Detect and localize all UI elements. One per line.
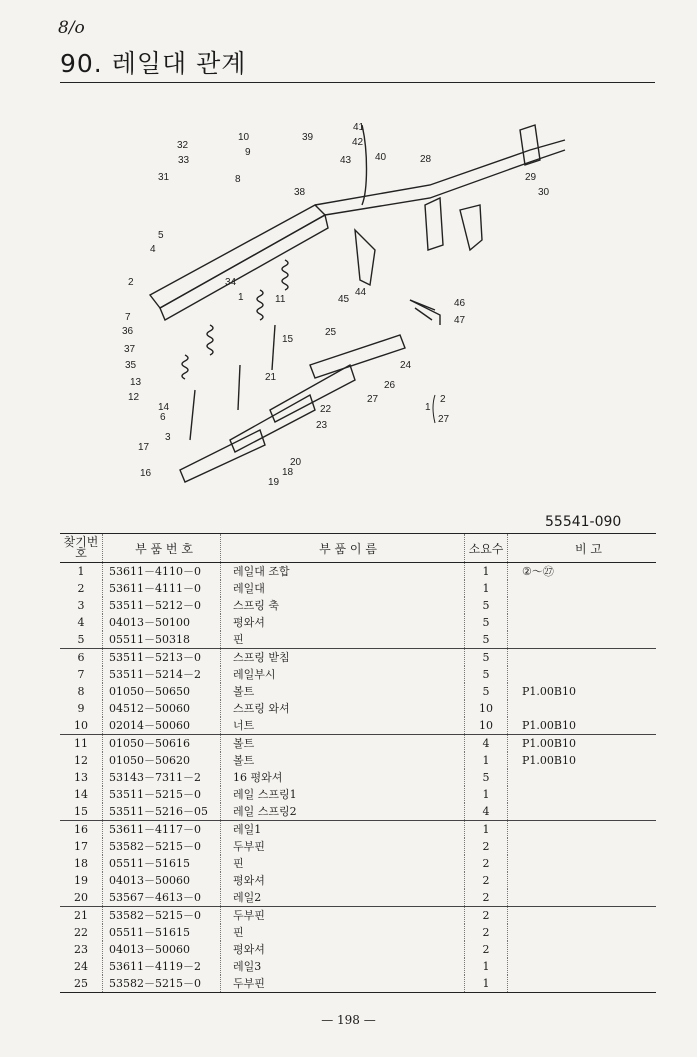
cell-no: 2 <box>77 582 85 595</box>
cell-quantity: 5 <box>465 649 508 667</box>
cell-quantity: 4 <box>465 735 508 753</box>
cell-no: 17 <box>74 840 88 853</box>
cell-quantity: 2 <box>465 941 508 958</box>
cell-no: 3 <box>77 599 85 612</box>
exploded-parts-diagram <box>110 110 590 500</box>
cell-quantity: 5 <box>465 683 508 700</box>
cell-part-name: 두부핀 <box>221 975 465 993</box>
cell-part-number: 04013－50100 <box>103 614 221 631</box>
cell-no: 19 <box>74 874 88 887</box>
callout-7: 7 <box>125 312 131 323</box>
cell-quantity: 1 <box>465 958 508 975</box>
cell-quantity: 1 <box>465 975 508 993</box>
cell-remark <box>508 580 657 597</box>
header-no: 찾기번호 <box>60 534 103 563</box>
cell-quantity: 5 <box>465 769 508 786</box>
cell-remark: P1.00B10 <box>508 735 657 753</box>
table-row <box>60 889 656 907</box>
spring-shaft-a <box>190 390 195 440</box>
callout-16: 16 <box>140 468 152 479</box>
cell-part-number: 53582－5215－0 <box>103 975 221 993</box>
cell-part-number: 01050－50620 <box>103 752 221 769</box>
cell-quantity: 2 <box>465 889 508 907</box>
cell-part-name: 레일대 <box>221 580 465 597</box>
cell-remark <box>508 924 657 941</box>
cell-no: 22 <box>74 926 88 939</box>
cell-no: 20 <box>74 891 88 904</box>
table-row <box>60 580 656 597</box>
cell-remark: P1.00B10 <box>508 683 657 700</box>
cell-part-number: 53143－7311－2 <box>103 769 221 786</box>
cell-quantity: 2 <box>465 924 508 941</box>
table-row <box>60 975 656 993</box>
cell-part-number: 02014－50060 <box>103 717 221 735</box>
table-row <box>60 700 656 717</box>
table-row <box>60 752 656 769</box>
callout-31: 31 <box>158 172 170 183</box>
parts-table-body <box>60 563 656 993</box>
callout-11: 11 <box>275 294 286 305</box>
range-note-start: 2 <box>440 394 446 405</box>
callout-19: 19 <box>268 477 280 488</box>
figure-code: 55541-090 <box>545 514 622 530</box>
cell-part-number: 05511－50318 <box>103 631 221 649</box>
cell-part-number: 05511－51615 <box>103 924 221 941</box>
header-quantity: 소요수 <box>465 534 508 563</box>
diagram-drawing <box>150 125 565 482</box>
callout-2: 2 <box>128 277 134 288</box>
cell-remark <box>508 941 657 958</box>
cell-remark: ②～㉗ <box>508 563 657 581</box>
cell-quantity: 5 <box>465 666 508 683</box>
cell-quantity: 1 <box>465 786 508 803</box>
callout-1: 1 <box>238 292 244 303</box>
cell-quantity: 2 <box>465 855 508 872</box>
cell-part-name: 스프링 축 <box>221 597 465 614</box>
spring-d <box>182 355 188 379</box>
table-row <box>60 683 656 700</box>
callout-layer <box>122 122 550 488</box>
cell-part-name: 16 평와셔 <box>221 769 465 786</box>
callout-4: 4 <box>150 244 156 255</box>
callout-46: 46 <box>454 298 466 309</box>
cell-part-number: 01050－50650 <box>103 683 221 700</box>
callout-15: 15 <box>282 334 294 345</box>
callout-42: 42 <box>352 137 364 148</box>
cell-no: 12 <box>74 754 88 767</box>
cell-part-name: 평와셔 <box>221 941 465 958</box>
callout-35: 35 <box>125 360 137 371</box>
range-note <box>425 394 450 425</box>
callout-9: 9 <box>245 147 251 158</box>
cell-part-name: 볼트 <box>221 752 465 769</box>
table-row <box>60 563 656 581</box>
callout-30: 30 <box>538 187 550 198</box>
callout-17: 17 <box>138 442 150 453</box>
callout-26: 26 <box>384 380 396 391</box>
cell-no: 25 <box>60 975 103 993</box>
cell-remark <box>508 597 657 614</box>
header-remark: 비 고 <box>508 534 657 563</box>
callout-38: 38 <box>294 187 306 198</box>
cell-quantity: 10 <box>465 700 508 717</box>
table-row <box>60 958 656 975</box>
cell-part-number: 53582－5215－0 <box>103 838 221 855</box>
cell-remark <box>508 700 657 717</box>
spring-a <box>207 325 213 355</box>
table-row <box>60 872 656 889</box>
cell-no: 6 <box>60 649 103 667</box>
cell-no: 8 <box>77 685 85 698</box>
cell-part-number: 04013－50060 <box>103 941 221 958</box>
cell-part-name: 스프링 와셔 <box>221 700 465 717</box>
table-row <box>60 735 656 753</box>
rail-1 <box>180 430 265 482</box>
cell-part-number: 53582－5215－0 <box>103 907 221 925</box>
cell-no: 24 <box>74 960 88 973</box>
cell-part-number: 05511－51615 <box>103 855 221 872</box>
cell-part-name: 핀 <box>221 924 465 941</box>
spring-shaft-c <box>272 325 275 370</box>
cell-remark <box>508 889 657 907</box>
cell-remark: P1.00B10 <box>508 752 657 769</box>
callout-20: 20 <box>290 457 302 468</box>
callout-27: 27 <box>367 394 379 405</box>
callout-14: 14 <box>158 402 170 413</box>
cell-part-number: 04013－50060 <box>103 872 221 889</box>
cell-no: 16 <box>60 821 103 839</box>
parts-table <box>60 533 656 993</box>
callout-5: 5 <box>158 230 164 241</box>
cell-part-name: 레일3 <box>221 958 465 975</box>
callout-12: 12 <box>128 392 140 403</box>
cell-no: 15 <box>74 805 88 818</box>
cell-quantity: 4 <box>465 803 508 821</box>
cell-quantity: 10 <box>465 717 508 735</box>
header-part-number: 부 품 번 호 <box>103 534 221 563</box>
callout-18: 18 <box>282 467 294 478</box>
table-row <box>60 821 656 839</box>
cell-remark <box>508 838 657 855</box>
rail-3 <box>310 335 405 378</box>
cell-part-name: 볼트 <box>221 683 465 700</box>
handwritten-page-mark: 8/o <box>58 18 85 38</box>
callout-47: 47 <box>454 315 466 326</box>
table-row <box>60 666 656 683</box>
callout-29: 29 <box>525 172 537 183</box>
cell-remark <box>508 786 657 803</box>
callout-21: 21 <box>265 372 277 383</box>
cell-part-number: 53511－5215－0 <box>103 786 221 803</box>
cell-no: 23 <box>74 943 88 956</box>
cell-part-number: 04512－50060 <box>103 700 221 717</box>
cell-remark <box>508 769 657 786</box>
header-part-name: 부 품 이 름 <box>221 534 465 563</box>
table-row <box>60 941 656 958</box>
cell-no: 4 <box>77 616 85 629</box>
cell-remark <box>508 803 657 821</box>
cell-quantity: 5 <box>465 631 508 649</box>
cell-part-name: 평와셔 <box>221 872 465 889</box>
cell-part-number: 53611－4111－0 <box>103 580 221 597</box>
cell-part-number: 53611－4110－0 <box>103 563 221 581</box>
cell-part-name: 스프링 받침 <box>221 649 465 667</box>
cell-part-name: 두부핀 <box>221 907 465 925</box>
range-note-main: 1 <box>425 402 431 413</box>
table-row <box>60 614 656 631</box>
cell-part-number: 01050－50616 <box>103 735 221 753</box>
page-title: 90. 레일대 관계 <box>60 49 247 78</box>
cell-part-number: 53511－5216－05 <box>103 803 221 821</box>
cell-quantity: 2 <box>465 838 508 855</box>
cell-quantity: 1 <box>465 821 508 839</box>
callout-8: 8 <box>235 174 241 185</box>
cell-part-name: 레일2 <box>221 889 465 907</box>
page-footer: — 198 — <box>321 1013 376 1027</box>
cell-part-name: 핀 <box>221 855 465 872</box>
cell-part-name: 핀 <box>221 631 465 649</box>
callout-33: 33 <box>178 155 190 166</box>
table-row <box>60 769 656 786</box>
table-row <box>60 649 656 667</box>
arm-bracket <box>460 205 482 250</box>
callout-23: 23 <box>316 420 328 431</box>
spring-b <box>257 290 263 320</box>
cell-no: 21 <box>60 907 103 925</box>
cell-no: 1 <box>77 565 85 578</box>
cell-remark <box>508 907 657 925</box>
title-rule <box>60 82 655 83</box>
table-row <box>60 803 656 821</box>
cell-remark <box>508 614 657 631</box>
cell-no: 13 <box>74 771 88 784</box>
cell-part-number: 53611－4117－0 <box>103 821 221 839</box>
cell-no: 11 <box>60 735 103 753</box>
cell-remark <box>508 855 657 872</box>
cell-no: 10 <box>74 719 88 732</box>
cell-part-number: 53567－4613－0 <box>103 889 221 907</box>
cell-quantity: 1 <box>465 580 508 597</box>
callout-22: 22 <box>320 404 332 415</box>
callout-6: 6 <box>160 412 166 423</box>
rail-frame-front <box>160 215 328 320</box>
cell-part-number: 53611－4119－2 <box>103 958 221 975</box>
cell-part-name: 두부핀 <box>221 838 465 855</box>
cell-part-number: 53511－5214－2 <box>103 666 221 683</box>
cell-remark <box>508 872 657 889</box>
table-row <box>60 907 656 925</box>
cell-remark <box>508 631 657 649</box>
small-arm <box>410 300 440 325</box>
cell-part-name: 레일 스프링2 <box>221 803 465 821</box>
cell-no: 18 <box>74 857 88 870</box>
side-bracket <box>425 198 443 250</box>
callout-36: 36 <box>122 326 134 337</box>
cell-part-name: 레일 스프링1 <box>221 786 465 803</box>
callout-39: 39 <box>302 132 314 143</box>
range-note-end: 27 <box>438 414 450 425</box>
table-row <box>60 855 656 872</box>
cell-remark <box>508 666 657 683</box>
callout-3: 3 <box>165 432 171 443</box>
cell-part-name: 레일1 <box>221 821 465 839</box>
callout-44: 44 <box>355 287 367 298</box>
spring-shaft-b <box>238 365 240 410</box>
callout-28: 28 <box>420 154 432 165</box>
cell-quantity: 2 <box>465 872 508 889</box>
cell-no: 7 <box>77 668 85 681</box>
cell-part-number: 53511－5212－0 <box>103 597 221 614</box>
cell-no: 9 <box>77 702 85 715</box>
table-row <box>60 631 656 649</box>
cell-quantity: 1 <box>465 563 508 581</box>
callout-25: 25 <box>325 327 337 338</box>
cell-quantity: 1 <box>465 752 508 769</box>
cell-remark <box>508 958 657 975</box>
table-row <box>60 838 656 855</box>
table-header-row <box>60 534 656 563</box>
cell-no: 14 <box>74 788 88 801</box>
callout-24: 24 <box>400 360 412 371</box>
callout-43: 43 <box>340 155 352 166</box>
table-row <box>60 717 656 735</box>
cell-part-name: 볼트 <box>221 735 465 753</box>
callout-10: 10 <box>238 132 250 143</box>
rail-2 <box>230 395 315 452</box>
cell-quantity: 5 <box>465 614 508 631</box>
cell-remark <box>508 821 657 839</box>
cell-part-name: 레일부시 <box>221 666 465 683</box>
callout-41: 41 <box>353 122 365 133</box>
cell-remark: P1.00B10 <box>508 717 657 735</box>
cell-remark <box>508 975 657 993</box>
callout-40: 40 <box>375 152 387 163</box>
callout-34: 34 <box>225 277 237 288</box>
cell-remark <box>508 649 657 667</box>
callout-45: 45 <box>338 294 350 305</box>
callout-13: 13 <box>130 377 142 388</box>
cell-no: 5 <box>77 633 85 646</box>
cell-part-name: 평와셔 <box>221 614 465 631</box>
spring-c <box>282 260 288 290</box>
cell-part-number: 53511－5213－0 <box>103 649 221 667</box>
callout-32: 32 <box>177 140 189 151</box>
rail-2b <box>270 365 355 422</box>
table-row <box>60 786 656 803</box>
cell-part-name: 너트 <box>221 717 465 735</box>
cell-quantity: 2 <box>465 907 508 925</box>
callout-37: 37 <box>124 344 136 355</box>
hanger-bracket <box>355 230 375 285</box>
table-row <box>60 597 656 614</box>
table-row <box>60 924 656 941</box>
cell-part-name: 레일대 조합 <box>221 563 465 581</box>
cell-quantity: 5 <box>465 597 508 614</box>
